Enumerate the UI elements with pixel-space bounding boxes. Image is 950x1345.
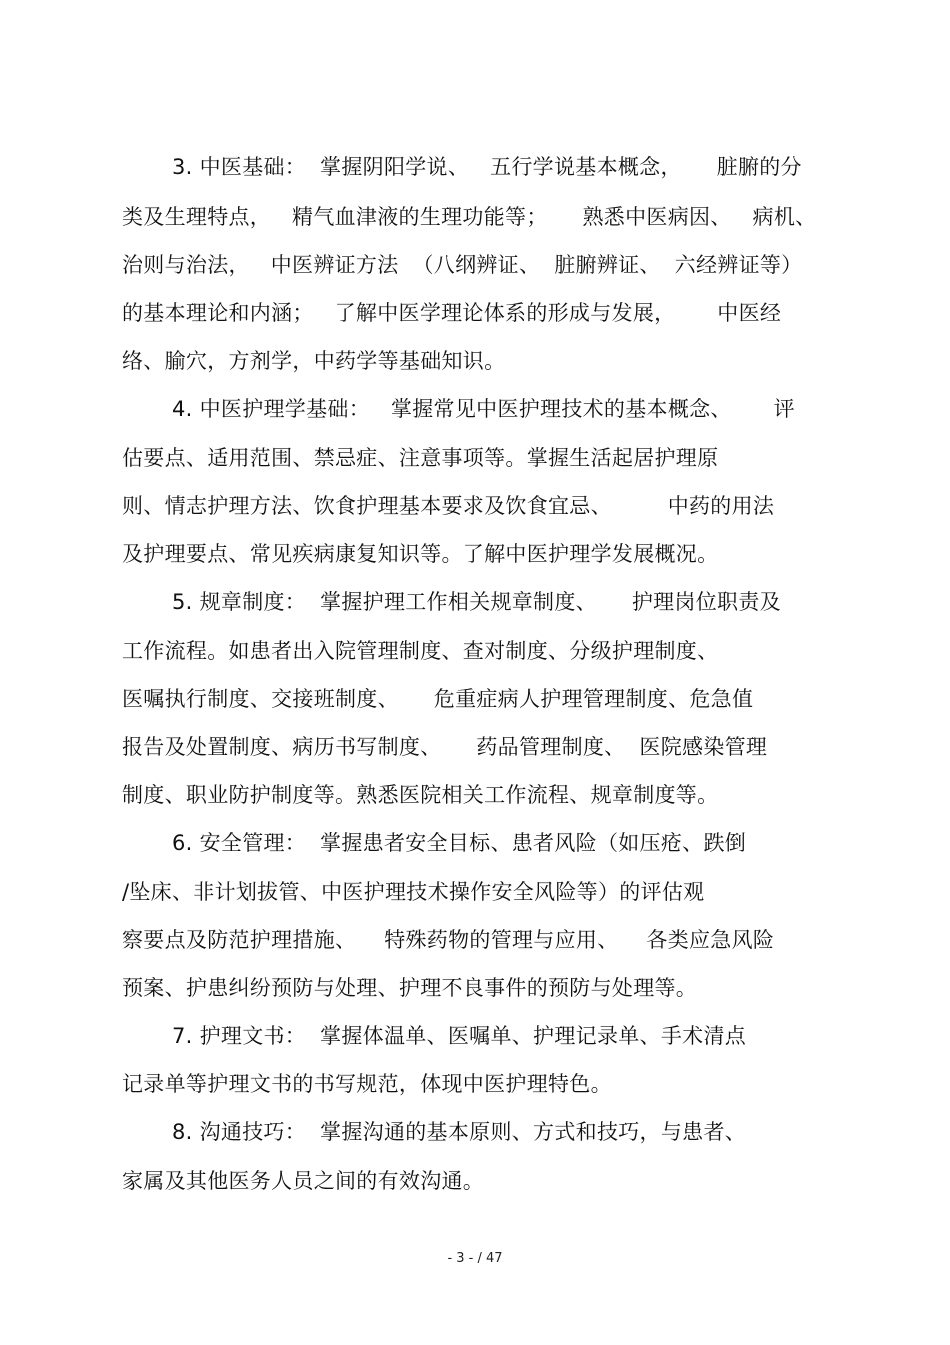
paragraph-line: 家属及其他医务人员之间的有效沟通。 (122, 1169, 485, 1193)
paragraph-line: 医嘱执行制度、交接班制度、 危重症病人护理管理制度、危急值 (122, 687, 754, 711)
paragraph-line: 类及生理特点， 精气血津液的生理功能等； 熟悉中医病因、 病机、 (122, 205, 817, 229)
paragraph-line: 制度、职业防护制度等。熟悉医院相关工作流程、规章制度等。 (122, 783, 719, 807)
paragraph-line: 3. 中医基础： 掌握阴阳学说、 五行学说基本概念， 脏腑的分 (172, 155, 802, 179)
paragraph-line: 8. 沟通技巧： 掌握沟通的基本原则、方式和技巧，与患者、 (172, 1120, 747, 1144)
paragraph-line: 治则与治法， 中医辨证方法 （八纲辨证、 脏腑辨证、 六经辨证等） (122, 253, 803, 277)
paragraph-line: 察要点及防范护理措施、 特殊药物的管理与应用、 各类应急风险 (122, 928, 775, 952)
paragraph-line: 5. 规章制度： 掌握护理工作相关规章制度、 护理岗位职责及 (172, 590, 781, 614)
paragraph-line: 4. 中医护理学基础： 掌握常见中医护理技术的基本概念、 评 (172, 397, 795, 421)
page-number: - 3 - / 47 (447, 1251, 503, 1266)
paragraph-line: 记录单等护理文书的书写规范，体现中医护理特色。 (122, 1072, 612, 1096)
paragraph-line: 及护理要点、常见疾病康复知识等。了解中医护理学发展概况。 (122, 542, 719, 566)
paragraph-line: 则、情志护理方法、饮食护理基本要求及饮食宜忌、 中药的用法 (122, 494, 775, 518)
paragraph-line: 6. 安全管理： 掌握患者安全目标、患者风险（如压疮、跌倒 (172, 831, 747, 855)
paragraph-line: 工作流程。如患者出入院管理制度、查对制度、分级护理制度、 (122, 639, 719, 663)
paragraph-line: 7. 护理文书： 掌握体温单、医嘱单、护理记录单、手术清点 (172, 1024, 747, 1048)
paragraph-line: 预案、护患纠纷预防与处理、护理不良事件的预防与处理等。 (122, 976, 698, 1000)
paragraph-line: 估要点、适用范围、禁忌症、注意事项等。掌握生活起居护理原 (122, 446, 719, 470)
paragraph-line: 络、腧穴，方剂学，中药学等基础知识。 (122, 349, 506, 373)
paragraph-line: 的基本理论和内涵； 了解中医学理论体系的形成与发展， 中医经 (122, 301, 782, 325)
paragraph-line: /坠床、非计划拔管、中医护理技术操作安全风险等）的评估观 (122, 880, 705, 904)
paragraph-line: 报告及处置制度、病历书写制度、 药品管理制度、 医院感染管理 (122, 735, 768, 759)
